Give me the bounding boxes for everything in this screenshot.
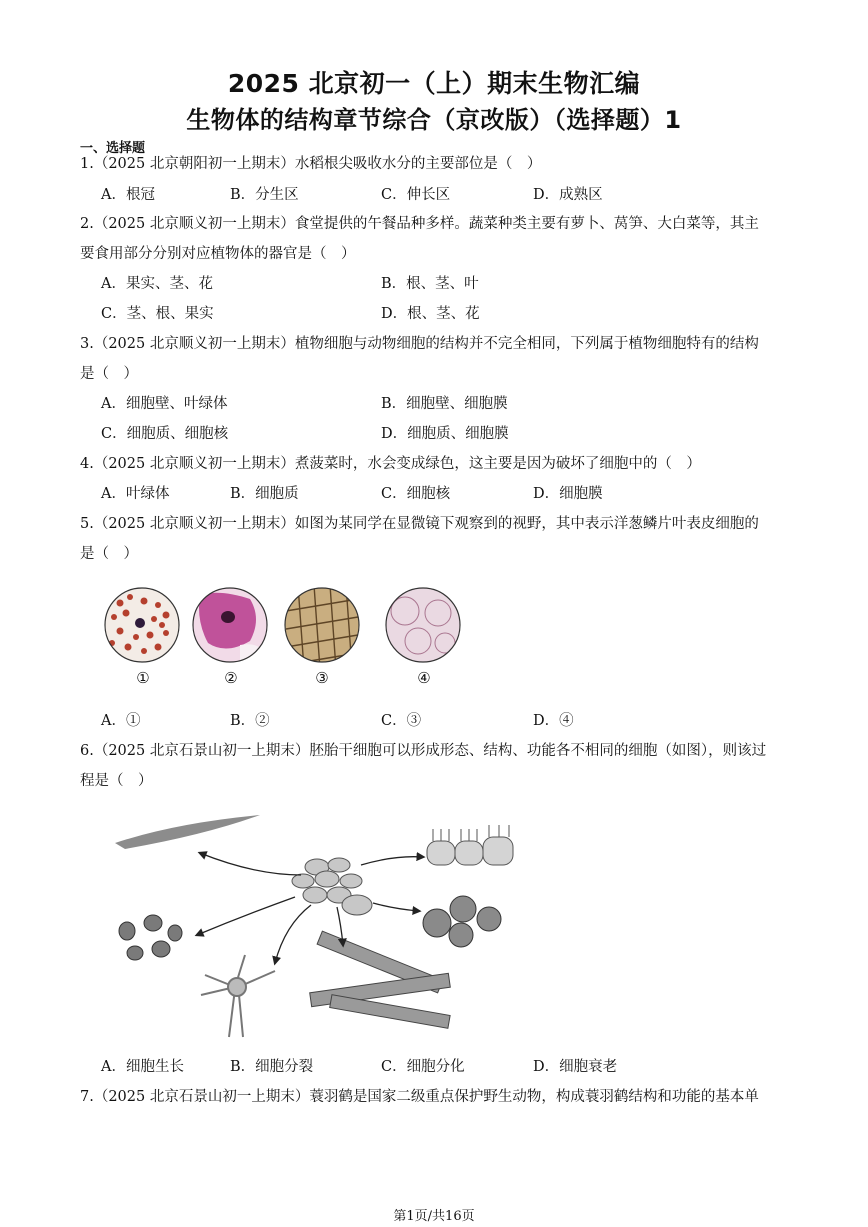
question-5-option-b[interactable]: B．② bbox=[230, 713, 270, 729]
figure-label-3: ③ bbox=[315, 669, 329, 687]
question-6-option-c[interactable]: C．细胞分化 bbox=[381, 1059, 465, 1075]
question-4-option-b[interactable]: B．细胞质 bbox=[230, 486, 299, 502]
question-5-stem-line-1: 5.（2025 北京顺义初一上期末）如图为某同学在显微镜下观察到的视野，其中表示洋葱鳞片叶表皮细胞的 bbox=[80, 516, 759, 532]
question-6-stem-line-2: 程是（ ） bbox=[80, 773, 153, 789]
question-6-option-a[interactable]: A．细胞生长 bbox=[101, 1059, 184, 1075]
figure-label-4: ④ bbox=[417, 669, 431, 687]
title-line-1: 2025 北京初一（上）期末生物汇编 bbox=[227, 69, 641, 98]
question-1-option-a[interactable]: A．根冠 bbox=[101, 187, 155, 203]
stem-cell-differentiation-figure bbox=[105, 805, 535, 1045]
question-1-option-b[interactable]: B．分生区 bbox=[230, 187, 299, 203]
question-1-option-c[interactable]: C．伸长区 bbox=[381, 187, 451, 203]
question-2-stem-line-2: 要食用部分分别对应植物体的器官是（ ） bbox=[80, 246, 356, 262]
question-3-stem-line-1: 3.（2025 北京顺义初一上期末）植物细胞与动物细胞的结构并不完全相同，下列属于植物细胞特有的结构 bbox=[80, 336, 759, 352]
question-5-stem-line-2: 是（ ） bbox=[80, 546, 138, 562]
question-2-stem-line-1: 2.（2025 北京顺义初一上期末）食堂提供的午餐品种多样。蔬菜种类主要有萝卜、莴笋、大白菜等，其主 bbox=[80, 216, 759, 232]
skeletal-muscle-fibers bbox=[310, 931, 451, 1028]
section-heading: 一、选择题 bbox=[80, 141, 146, 156]
question-6-stem-line-1: 6.（2025 北京石景山初一上期末）胚胎干细胞可以形成形态、结构、功能各不相同的细胞（如图），则该过 bbox=[80, 743, 767, 759]
round-cell-cluster bbox=[423, 896, 501, 947]
title-line-2: 生物体的结构章节综合（京改版）（选择题）1 bbox=[186, 106, 682, 134]
smooth-muscle-cell bbox=[115, 815, 260, 849]
question-3-stem-line-2: 是（ ） bbox=[80, 366, 138, 382]
onion-epidermis-view bbox=[285, 585, 359, 669]
question-1-option-d[interactable]: D．成熟区 bbox=[533, 187, 603, 203]
question-3-option-c[interactable]: C．细胞质、细胞核 bbox=[101, 426, 229, 442]
question-4-option-a[interactable]: A．叶绿体 bbox=[101, 486, 170, 502]
question-4-stem: 4.（2025 北京顺义初一上期末）煮菠菜时，水会变成绿色，这主要是因为破坏了细胞中的（ ） bbox=[80, 456, 701, 472]
ciliated-epithelial-cells bbox=[427, 825, 513, 865]
microscope-views-figure bbox=[100, 585, 470, 670]
question-7-stem-line-1: 7.（2025 北京石景山初一上期末）蓑羽鹤是国家二级重点保护野生动物，构成蓑羽鹤结构和功能的基本单 bbox=[80, 1089, 759, 1105]
question-5-option-c[interactable]: C．③ bbox=[381, 713, 422, 729]
question-6-option-b[interactable]: B．细胞分裂 bbox=[230, 1059, 314, 1075]
stem-cell-cluster bbox=[292, 858, 372, 915]
question-4-option-c[interactable]: C．细胞核 bbox=[381, 486, 451, 502]
question-2-option-a[interactable]: A．果实、茎、花 bbox=[101, 276, 213, 292]
figure-label-2: ② bbox=[224, 669, 238, 687]
question-2-option-c[interactable]: C．茎、根、果实 bbox=[101, 306, 214, 322]
question-5-option-a[interactable]: A．① bbox=[101, 713, 141, 729]
question-2-option-b[interactable]: B．根、茎、叶 bbox=[381, 276, 479, 292]
question-6-option-d[interactable]: D．细胞衰老 bbox=[533, 1059, 618, 1075]
question-5-option-d[interactable]: D．④ bbox=[533, 713, 574, 729]
page-footer: 第1页/共16页 bbox=[393, 1209, 475, 1224]
neuron-cell bbox=[201, 955, 275, 1037]
question-1-stem: 1.（2025 北京朝阳初一上期末）水稻根尖吸收水分的主要部位是（ ） bbox=[80, 156, 542, 172]
figure-label-1: ① bbox=[136, 669, 150, 687]
question-2-option-d[interactable]: D．根、茎、花 bbox=[381, 306, 480, 322]
question-4-option-d[interactable]: D．细胞膜 bbox=[533, 486, 603, 502]
question-3-option-a[interactable]: A．细胞壁、叶绿体 bbox=[101, 396, 228, 412]
red-blood-cells bbox=[119, 915, 182, 960]
question-3-option-d[interactable]: D．细胞质、细胞膜 bbox=[381, 426, 509, 442]
question-3-option-b[interactable]: B．细胞壁、细胞膜 bbox=[381, 396, 508, 412]
